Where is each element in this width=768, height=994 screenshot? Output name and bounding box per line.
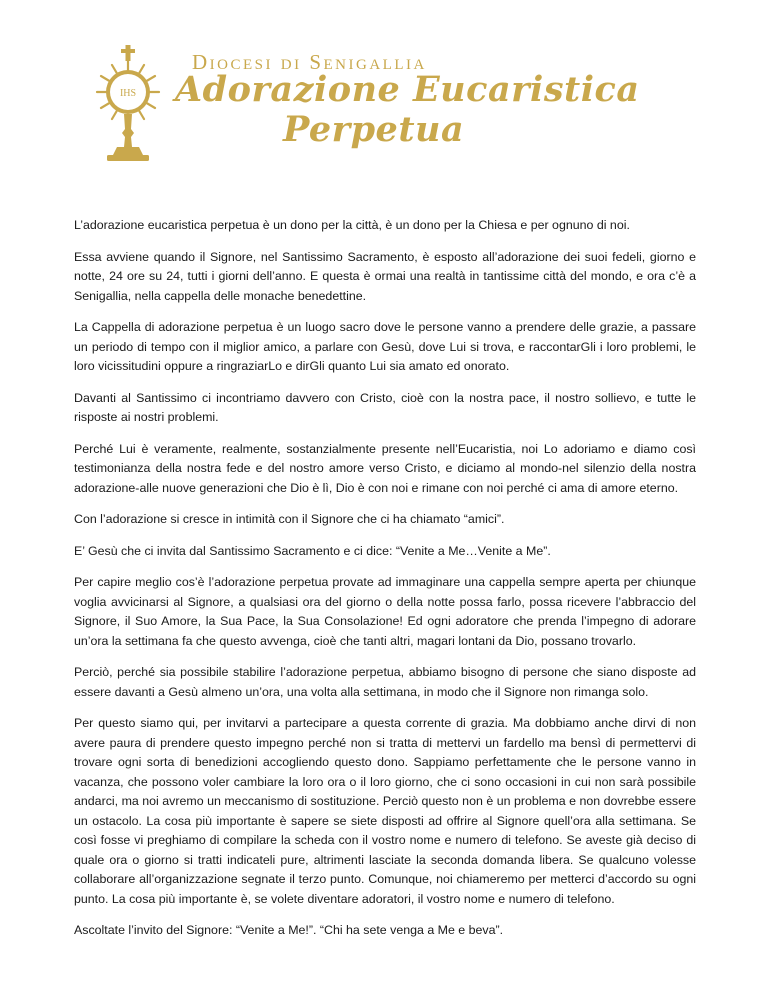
paragraph: E’ Gesù che ci invita dal Santissimo Sacramento e ci dice: “Venite a Me…Venite a Me”. xyxy=(74,543,551,558)
monstrance-icon xyxy=(95,45,161,163)
title-line-2: Perpetua xyxy=(283,109,465,150)
paragraph: La Cappella di adorazione perpetua è un luogo sacro dove le persone vanno a prendere delle grazie, a passare un periodo di tempo con il miglior amico, a parlare con Gesù, dove Lui si trova, e raccontarGli i loro problemi, le loro vicissitudini oppure a ringraziarLo e dirGli quanto Lui sia amato ed onorato. xyxy=(74,320,696,373)
emblem-text: IHS xyxy=(119,88,137,99)
paragraph: Essa avviene quando il Signore, nel Santissimo Sacramento, è esposto all’adorazione dei suoi fedeli, giorno e notte, 24 ore su 24, tutti i giorni dell’anno. E questa è ormai una realtà in tantissime città del mondo, e ora c’è a Senigallia, nella cappella delle monache benedettine. xyxy=(74,249,696,303)
paragraph: L’adorazione eucaristica perpetua è un dono per la città, è un dono per la Chiesa e per ognuno di noi. xyxy=(74,218,630,232)
title-line-1: Adorazione Eucaristica xyxy=(175,69,640,110)
paragraph: Ascoltate l’invito del Signore: “Venite a Me!”. “Chi ha sete venga a Me e beva”. xyxy=(74,923,504,937)
paragraph: Perciò, perché sia possibile stabilire l’adorazione perpetua, abbiamo bisogno di persone che siano disposte ad essere davanti a Gesù almeno un’ora, una volta alla settimana, in modo che il Signore non rimanga solo. xyxy=(74,665,696,699)
paragraph: Davanti al Santissimo ci incontriamo davvero con Cristo, cioè con la nostra pace, il nostro sollievo, e tutte le risposte ai nostri problemi. xyxy=(74,390,696,424)
diocese-name: Diocesi di Senigallia xyxy=(192,50,427,74)
paragraph: Per questo siamo qui, per invitarvi a partecipare a questa corrente di grazia. Ma dobbiamo anche dirvi di non avere paura di prendere questo impegno perché non si tratta di mettervi un fardello ma bensì di permettervi di trovare ogni sorta di benedizioni accogliendo questo dono. Sappiamo perfettamente che le persone vanno in vacanza, che possono voler cambiare la loro ora o il loro giorno, che ci sono occasioni in cui non sarà possibile andarci, ma noi avremo un meccanismo di sostituzione. Perciò questo non è un problema e non dovrebbe essere un ostacolo. La cosa più importante è sapere se siete disposti ad offrire al Signore quell’ora alla settimana. Se così fosse vi preghiamo di compilare la scheda con il vostro nome e numero di telefono. Se aveste già deciso di quale ora o giorno si tratti indicateli pure, altrimenti lasciate la seconda domanda libera. Se qualcuno volesse collaborare all’organizzazione segnate il terzo punto. Comunque, noi chiameremo per metterci d’accordo su ogni punto. La cosa più importante è, se volete diventare adoratori, il vostro nome e numero di telefono. xyxy=(74,716,696,906)
header xyxy=(95,45,640,165)
paragraph: Con l’adorazione si cresce in intimità con il Signore che ci ha chiamato “amici”. xyxy=(74,512,505,526)
document-body xyxy=(74,216,696,953)
paragraph: Perché Lui è veramente, realmente, sostanzialmente presente nell’Eucaristia, noi Lo adoriamo e diamo così testimonianza della nostra fede e del nostro amore verso Cristo, e diciamo al mondo-nel silenzio della nostra adorazione-alle nuove generazioni che Dio è lì, Dio è con noi e rimane con noi perché ci ama di amore eterno. xyxy=(74,441,696,495)
paragraph: Per capire meglio cos’è l’adorazione perpetua provate ad immaginare una cappella sempre aperta per chiunque voglia avvicinarsi al Signore, a qualsiasi ora del giorno o della notte possa farlo, possa ricevere l’abbraccio del Signore, il Suo Amore, la Sua Pace, la Sua Consolazione! Ed ogni adoratore che prenda l’impegno di adorare un’ora la settimana fa che questo avvenga, cioè che tanti altri, magari lontani da Dio, possano trovarlo. xyxy=(74,575,696,648)
